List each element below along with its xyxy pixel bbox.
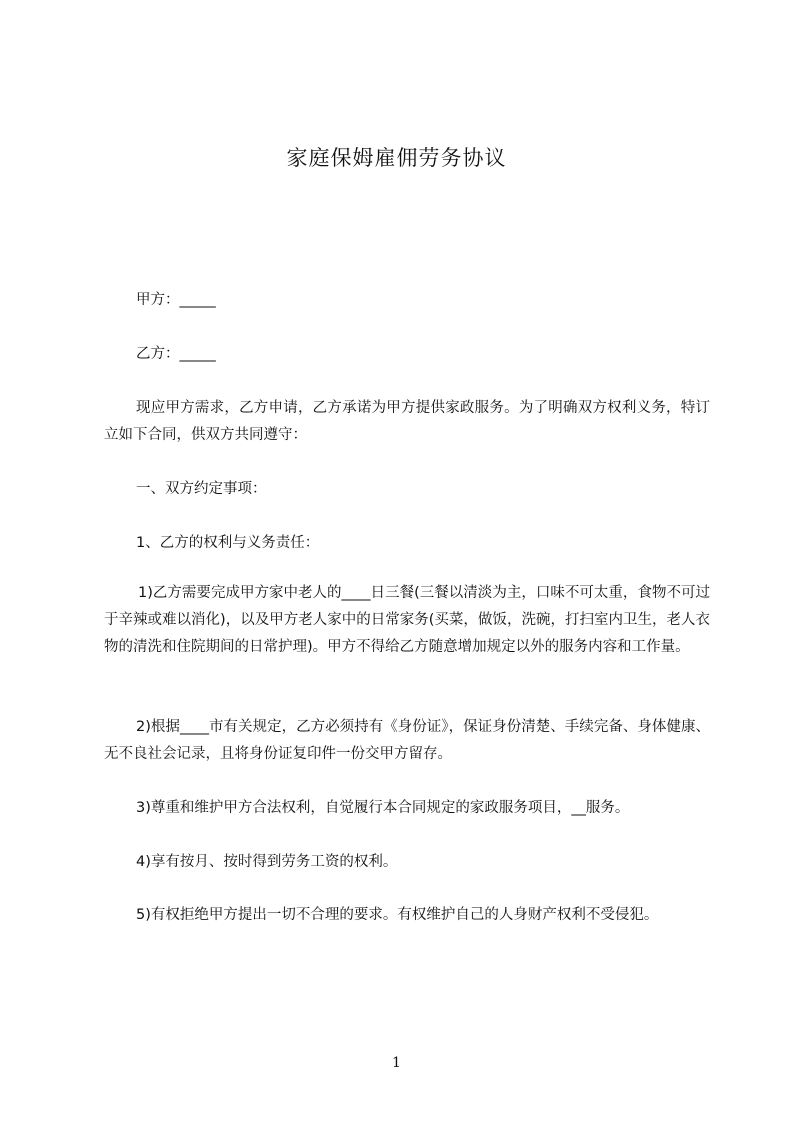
clause-2: 2)根据____市有关规定，乙方必须持有《身份证》，保证身份清楚、手续完备、身体健康、无不良社会记录，且将身份证复印件一份交甲方留存。 [104, 719, 710, 762]
intro-paragraph: 现应甲方需求，乙方申请，乙方承诺为甲方提供家政服务。为了明确双方权利义务，特订立如下合同，供双方共同遵守： [104, 400, 710, 443]
party-a-line: 甲方：_____ [136, 292, 216, 308]
clause-3: 3)尊重和维护甲方合法权利，自觉履行本合同规定的家政服务项目，__服务。 [136, 800, 630, 816]
clause-5: 5)有权拒绝甲方提出一切不合理的要求。有权维护自己的人身财产权利不受侵犯。 [136, 907, 659, 923]
subsection-1-heading: 1、乙方的权利与义务责任： [136, 535, 320, 551]
party-b-line: 乙方：_____ [136, 346, 216, 362]
clause-4: 4)享有按月、按时得到劳务工资的权利。 [136, 854, 398, 870]
section-1-heading: 一、双方约定事项： [136, 481, 267, 497]
document-title: 家庭保姆雇佣劳务协议 [286, 146, 507, 170]
page-number: 1 [392, 1055, 401, 1071]
clause-1: 1)乙方需要完成甲方家中老人的____日三餐(三餐以清淡为主，口味不可太重，食物不可过于辛辣或难以消化)，以及甲方老人家中的日常家务(买菜，做饭，洗碗，打扫室内卫生，老人衣物的清洗和住院期间的日常护理)。甲方不得给乙方随意增加规定以外的服务内容和工作量。 [104, 585, 710, 655]
